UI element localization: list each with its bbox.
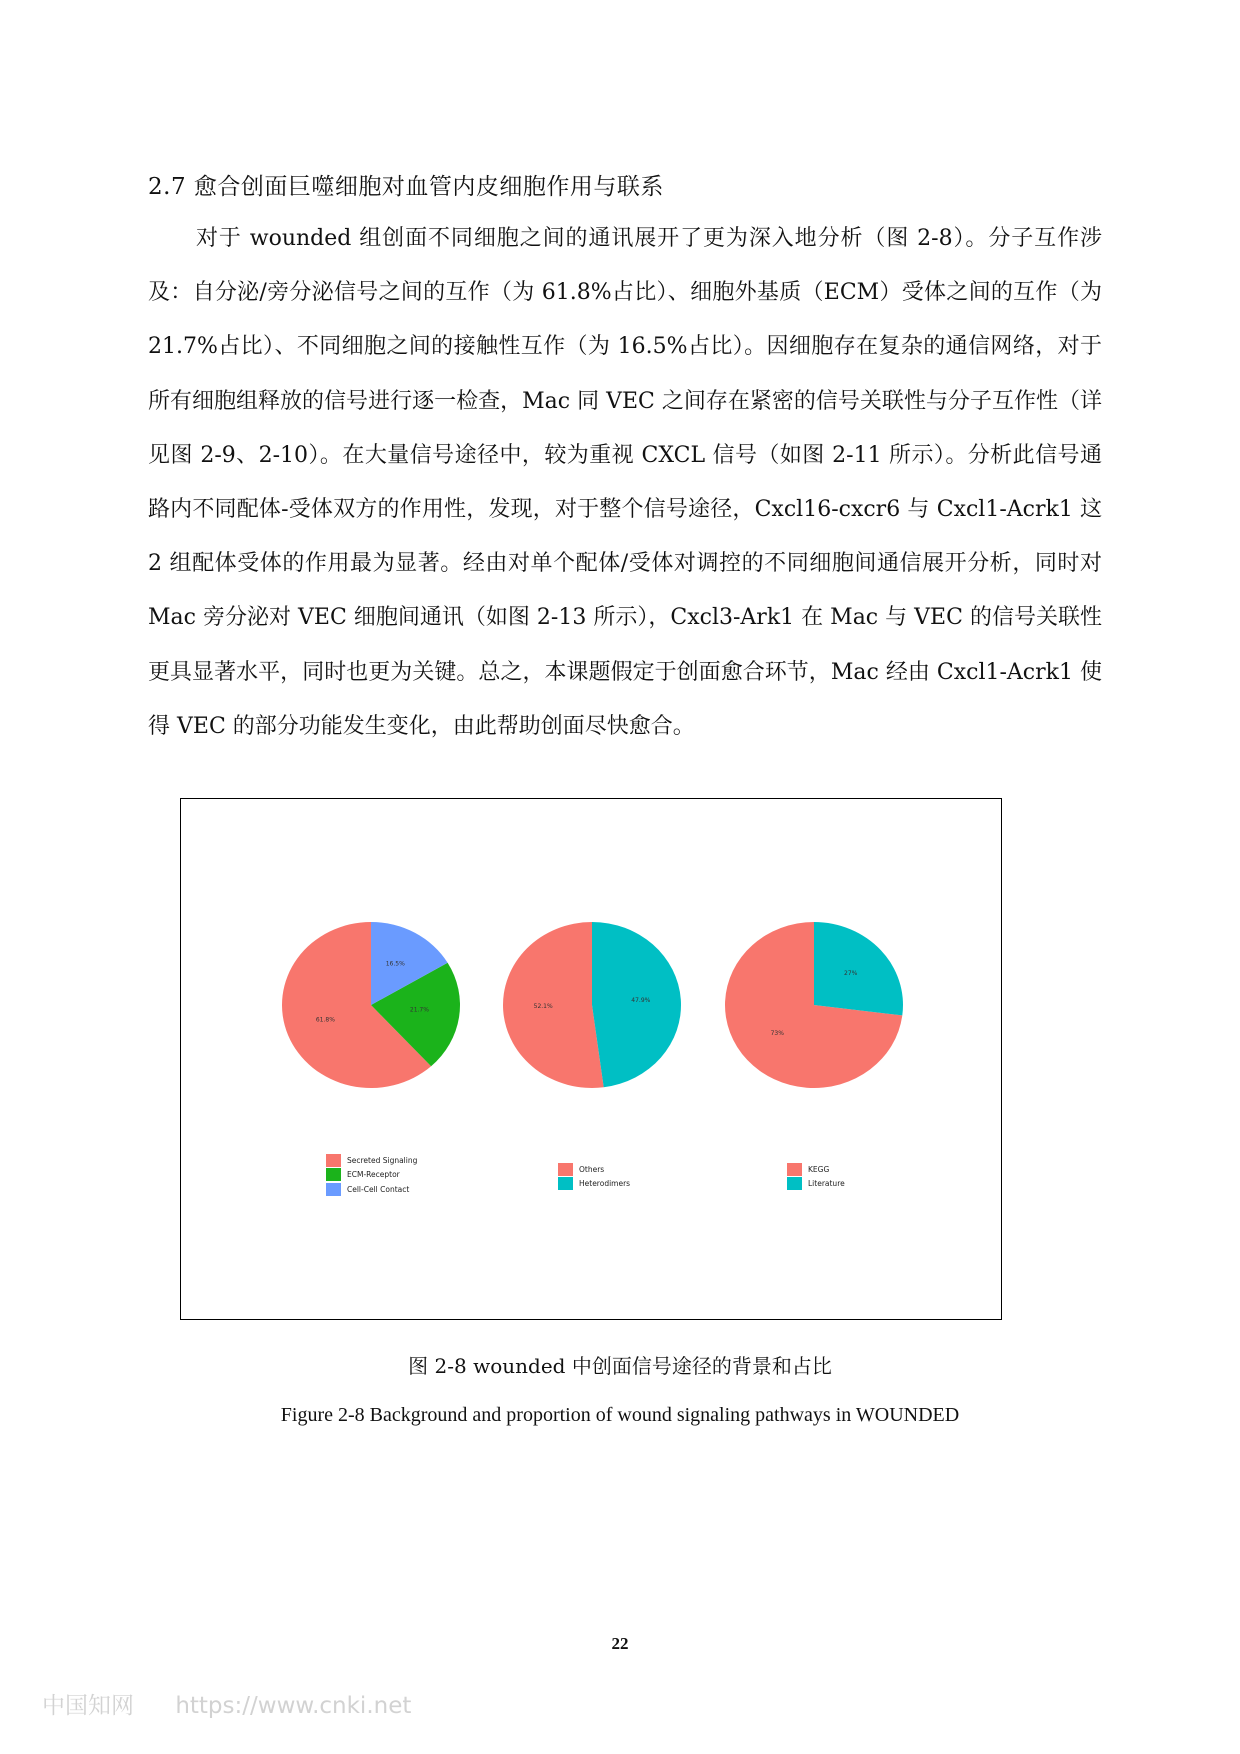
section-heading: 2.7 愈合创面巨噬细胞对血管内皮细胞作用与联系 (148, 174, 664, 200)
legend-label: Heterodimers (579, 1179, 631, 1189)
figure-caption-chinese: 图 2-8 wounded 中创面信号途径的背景和占比 (408, 1354, 832, 1378)
legend-swatch (558, 1177, 573, 1190)
legend-item-others (558, 1162, 630, 1177)
pie-label-ecm-receptor: 21.7% (409, 1006, 429, 1014)
pie-label-secreted-signaling: 61.8% (315, 1016, 335, 1024)
pie-charts (181, 799, 1003, 1321)
figure-frame (180, 798, 1002, 1320)
legend-swatch (326, 1154, 341, 1167)
pie-slice-heterodimers (592, 922, 681, 1087)
legend-label: KEGG (808, 1164, 830, 1174)
legend-swatch (326, 1168, 341, 1181)
legend-chart-1 (326, 1153, 417, 1197)
legend-item-ecm-receptor (326, 1168, 417, 1183)
watermark (42, 1687, 411, 1720)
pie-label-cell-cell-contact: 16.5% (385, 960, 405, 968)
legend-item-secreted-signaling (326, 1153, 417, 1168)
pie-label-literature: 27% (844, 969, 858, 977)
legend-label: Cell-Cell Contact (347, 1184, 410, 1194)
legend-item-heterodimers (558, 1177, 630, 1192)
legend-swatch (326, 1183, 341, 1196)
pie-slice-others (503, 922, 604, 1088)
legend-item-cell-cell-contact (326, 1182, 417, 1197)
pie-slice-literature (814, 922, 903, 1015)
pie-label-kegg: 73% (770, 1030, 784, 1038)
legend-swatch (787, 1163, 802, 1176)
legend-label: Others (579, 1164, 605, 1174)
legend-chart-2 (558, 1162, 630, 1191)
legend-swatch (787, 1177, 802, 1190)
legend-label: Secreted Signaling (347, 1155, 418, 1165)
watermark-name: 中国知网 (42, 1693, 134, 1719)
page-number: 22 (611, 1634, 629, 1653)
legend-item-literature (787, 1177, 845, 1192)
pie-label-others: 52.1% (533, 1003, 553, 1011)
legend-item-kegg (787, 1162, 845, 1177)
watermark-url: https://www.cnki.net (175, 1693, 412, 1719)
legend-chart-3 (787, 1162, 845, 1191)
legend-label: ECM-Receptor (347, 1170, 400, 1180)
figure-caption-english: Figure 2-8 Background and proportion of wound signaling pathways in WOUNDED (280, 1404, 960, 1426)
body-paragraph: 对于 wounded 组创面不同细胞之间的通讯展开了更为深入地分析（图 2-8）。分子互作涉及：自分泌/旁分泌信号之间的互作（为 61.8%占比）、细胞外基质（ECM）受体之间的互作（为 21.7%占比）、不同细胞之间的接触性互作（为 16.5%占比）。因细胞存在复杂的通信网络，对于所有细胞组释放的信号进行逐一检查，Mac 同 VEC 之间存在紧密的信号关联性与分子互作性（详见图 2-9、2-10）。在大量信号途径中，较为重视 CXCL 信号（如图 2-11 所示）。分析此信号通路内不同配体-受体双方的作用性，发现，对于整个信号途径，Cxcl16-cxcr6 与 Cxcl1-Acrk1 这 2 组配体受体的作用最为显著。经由对单个配体/受体对调控的不同细胞间通信展开分析，同时对 Mac 旁分泌对 VEC 细胞间通讯（如图 2-13 所示），Cxcl3-Ark1 在 Mac 与 VEC 的信号关联性更具显著水平，同时也更为关键。总之，本课题假定于创面愈合环节，Mac 经由 Cxcl1-Acrk1 使得 VEC 的部分功能发生变化，由此帮助创面尽快愈合。 (148, 226, 1102, 739)
body-text (148, 212, 1102, 754)
legend-swatch (558, 1163, 573, 1176)
legend-label: Literature (808, 1179, 845, 1189)
pie-label-heterodimers: 47.9% (631, 996, 651, 1004)
